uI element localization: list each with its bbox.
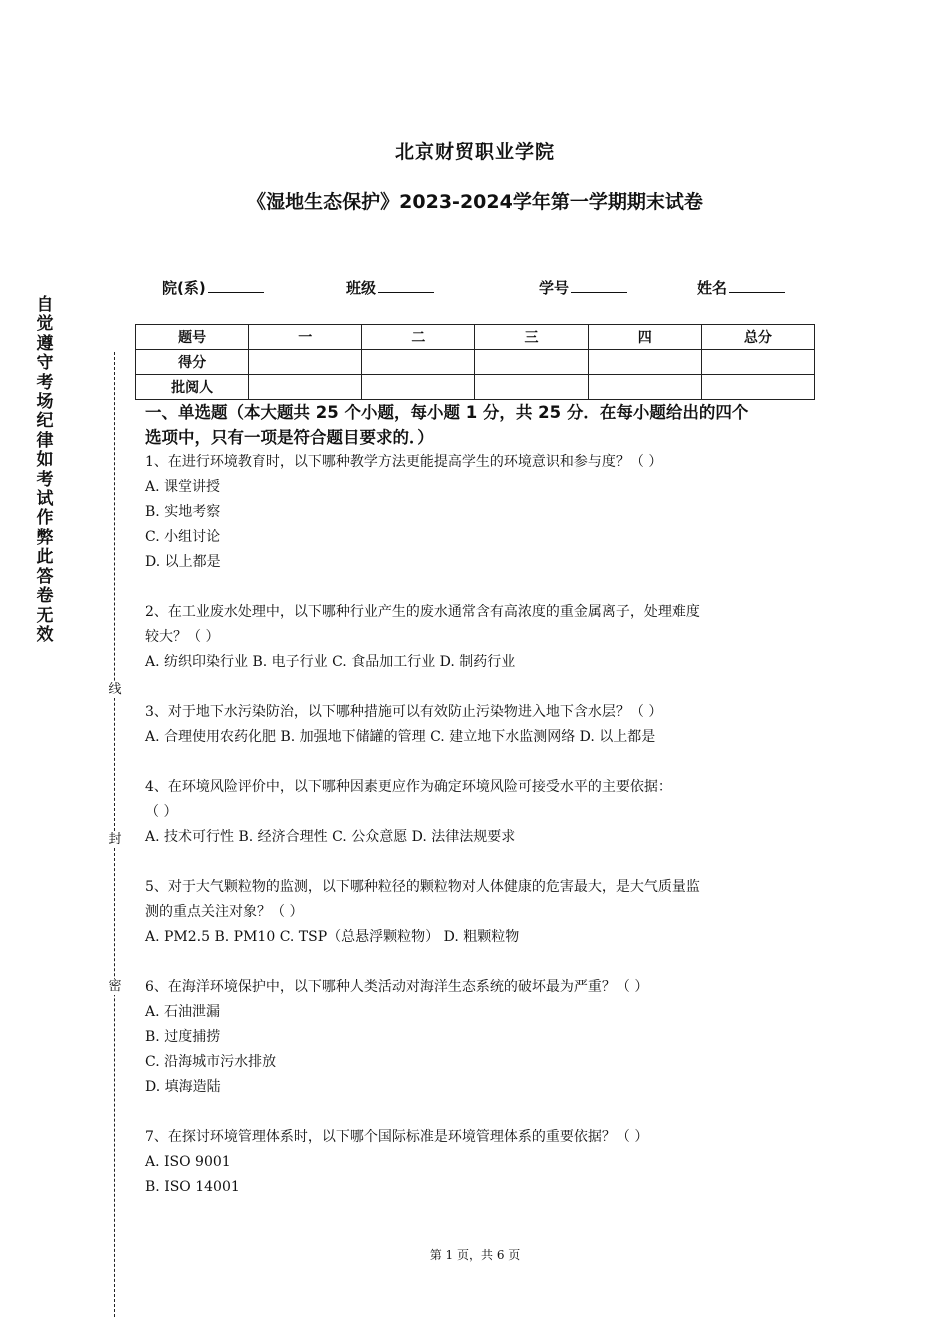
score-col-label: 题号	[136, 325, 249, 350]
school-title: 北京财贸职业学院	[394, 141, 555, 163]
question-option[interactable]: B. ISO 14001	[145, 1179, 240, 1195]
score-cell[interactable]	[701, 350, 814, 375]
question-options[interactable]: A. 合理使用农药化肥 B. 加强地下储罐的管理 C. 建立地下水监测网络 D. 以上都是	[145, 729, 656, 745]
question-7	[145, 1125, 815, 1200]
score-col-2: 二	[362, 325, 475, 350]
question-stem: （ ）	[145, 804, 178, 820]
score-table	[135, 324, 815, 400]
question-stem: 5、对于大气颗粒物的监测，以下哪种粒径的颗粒物对人体健康的危害最大，是大气质量监	[145, 879, 700, 895]
notice-char: 遵	[36, 333, 54, 354]
section-heading-line: 一、单选题（本大题共 25 个小题，每小题 1 分，共 25 分．在每小题给出的四个	[145, 403, 749, 422]
question-stem: 4、在环境风险评价中，以下哪种因素更应作为确定环境风险可接受水平的主要依据：	[145, 779, 672, 795]
score-cell[interactable]	[249, 350, 362, 375]
notice-char: 纪	[36, 411, 54, 432]
question-6	[145, 975, 815, 1100]
grader-cell[interactable]	[701, 375, 814, 400]
name-blank[interactable]	[729, 278, 785, 293]
question-options[interactable]: A. 纺织印染行业 B. 电子行业 C. 食品加工行业 D. 制药行业	[145, 654, 516, 670]
question-3	[145, 700, 815, 750]
notice-char: 觉	[36, 314, 54, 335]
question-options[interactable]: A. 技术可行性 B. 经济合理性 C. 公众意愿 D. 法律法规要求	[145, 829, 516, 845]
notice-char: 弊	[36, 527, 54, 548]
score-cell[interactable]	[588, 350, 701, 375]
class-label: 班级	[346, 279, 377, 297]
notice-char: 试	[36, 489, 54, 510]
grader-cell[interactable]	[475, 375, 588, 400]
score-col-1: 一	[249, 325, 362, 350]
question-option[interactable]: C. 沿海城市污水排放	[145, 1054, 277, 1070]
question-option[interactable]: D. 以上都是	[145, 554, 221, 570]
seal-mark-secret: 密	[106, 979, 124, 995]
section-heading	[145, 400, 815, 450]
question-5	[145, 875, 815, 950]
question-options[interactable]: A. PM2.5 B. PM10 C. TSP（总悬浮颗粒物） D. 粗颗粒物	[145, 929, 520, 945]
question-option[interactable]: B. 过度捕捞	[145, 1029, 221, 1045]
notice-char: 答	[36, 566, 54, 587]
score-row-label: 得分	[136, 350, 249, 375]
question-stem: 6、在海洋环境保护中，以下哪种人类活动对海洋生态系统的破坏最为严重？（ ）	[145, 979, 649, 995]
notice-char: 自	[36, 295, 54, 315]
dept-label: 院(系)	[162, 279, 206, 297]
question-option[interactable]: A. 石油泄漏	[145, 1004, 221, 1020]
seal-mark-seal: 封	[106, 832, 124, 848]
name-label: 姓名	[697, 279, 728, 297]
notice-char: 效	[36, 624, 54, 645]
question-option[interactable]: A. ISO 9001	[145, 1154, 231, 1170]
page-number: 第 1 页，共 6 页	[429, 1248, 521, 1262]
exam-content	[145, 400, 815, 1200]
notice-char: 场	[36, 392, 54, 413]
grader-row-label: 批阅人	[136, 375, 249, 400]
score-cell[interactable]	[475, 350, 588, 375]
question-option[interactable]: D. 填海造陆	[145, 1079, 221, 1095]
dept-blank[interactable]	[208, 278, 264, 293]
student-id-field[interactable]	[539, 277, 627, 298]
notice-char: 律	[36, 430, 54, 451]
student-id-blank[interactable]	[571, 278, 627, 293]
notice-char: 此	[36, 547, 54, 568]
notice-char: 考	[36, 469, 54, 490]
notice-char: 如	[36, 450, 54, 471]
grader-cell[interactable]	[588, 375, 701, 400]
notice-char: 守	[36, 353, 54, 374]
question-option[interactable]: C. 小组讨论	[145, 529, 221, 545]
score-col-3: 三	[475, 325, 588, 350]
question-stem: 测的重点关注对象？（ ）	[145, 904, 304, 920]
question-2	[145, 600, 815, 675]
score-col-total: 总分	[701, 325, 814, 350]
score-row	[136, 350, 815, 375]
notice-char: 卷	[36, 586, 54, 607]
notice-char: 作	[36, 508, 54, 529]
question-1	[145, 450, 815, 575]
notice-char: 考	[36, 372, 54, 393]
grader-cell[interactable]	[362, 375, 475, 400]
score-cell[interactable]	[362, 350, 475, 375]
question-stem: 7、在探讨环境管理体系时，以下哪个国际标准是环境管理体系的重要依据？（ ）	[145, 1129, 649, 1145]
question-stem: 2、在工业废水处理中，以下哪种行业产生的废水通常含有高浓度的重金属离子，处理难度	[145, 604, 700, 620]
question-4	[145, 775, 815, 850]
question-option[interactable]: B. 实地考察	[145, 504, 221, 520]
name-field[interactable]	[697, 277, 785, 298]
grader-cell[interactable]	[249, 375, 362, 400]
question-stem: 1、在进行环境教育时，以下哪种教学方法更能提高学生的环境意识和参与度？（ ）	[145, 454, 663, 470]
exam-discipline-notice	[34, 296, 56, 645]
question-option[interactable]: A. 课堂讲授	[145, 479, 221, 495]
notice-char: 无	[36, 605, 54, 626]
class-blank[interactable]	[378, 278, 434, 293]
seal-mark-line: 线	[106, 682, 124, 698]
score-table-header-row	[136, 325, 815, 350]
score-col-4: 四	[588, 325, 701, 350]
question-stem: 3、对于地下水污染防治，以下哪种措施可以有效防止污染物进入地下含水层？（ ）	[145, 704, 663, 720]
section-heading-line: 选项中，只有一项是符合题目要求的．）	[145, 428, 434, 447]
student-id-label: 学号	[539, 279, 570, 297]
question-stem: 较大？（ ）	[145, 629, 220, 645]
class-field[interactable]	[346, 277, 434, 298]
dept-field[interactable]	[162, 277, 264, 298]
exam-title: 《湿地生态保护》2023-2024学年第一学期期末试卷	[247, 191, 703, 213]
grader-row	[136, 375, 815, 400]
